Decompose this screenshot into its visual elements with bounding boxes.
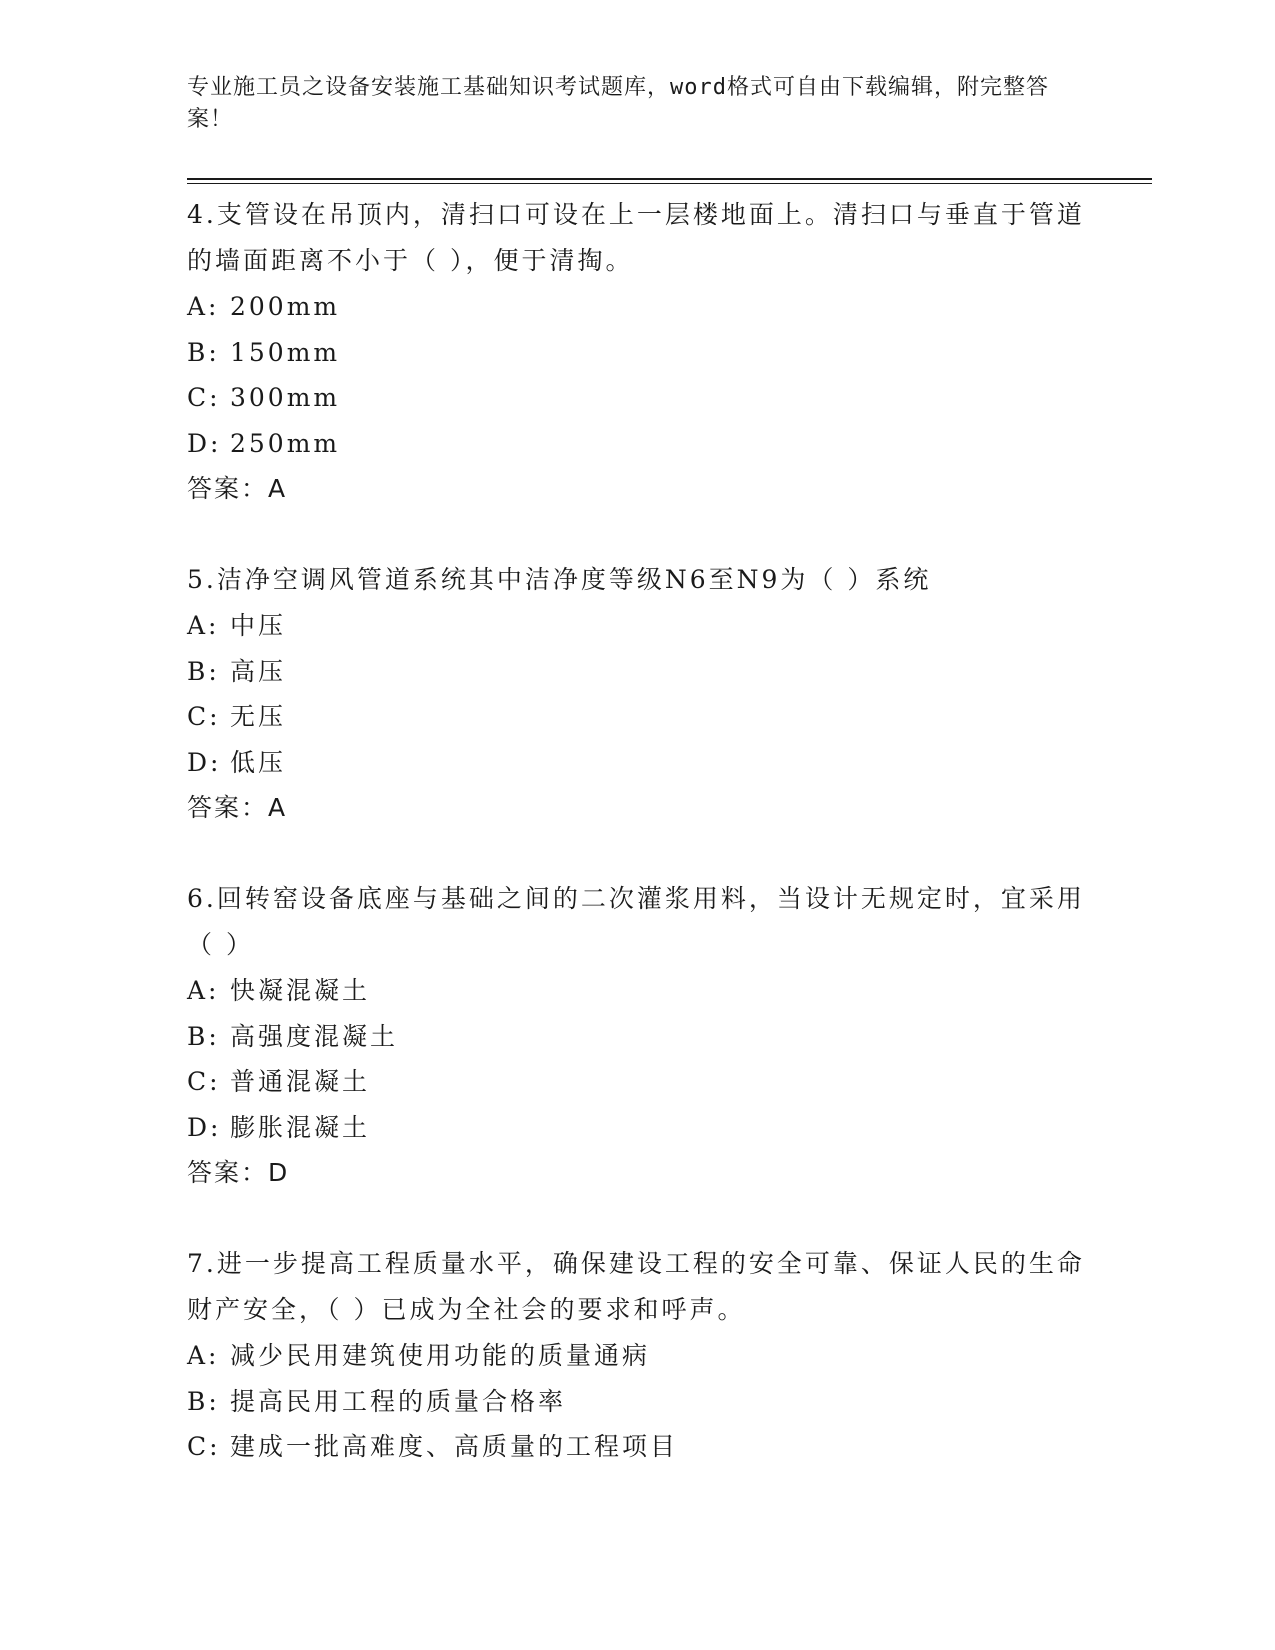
option-text: 中压 [230,611,287,640]
question-list [187,188,1087,1512]
question-item [187,553,1087,830]
option-letter: A: [187,292,220,321]
option-letter: D: [187,747,222,777]
question-option [187,284,1087,330]
option-letter: B: [187,1021,220,1051]
option-letter: C: [187,383,221,412]
question-stem: 6.回转窑设备底座与基础之间的二次灌浆用料，当设计无规定时，宜采用（ ） [187,884,1085,959]
option-letter: B: [187,1386,220,1416]
header-rule-thin [187,183,1152,184]
question-option [187,1379,1087,1425]
option-text: 膨胀混凝土 [230,1112,371,1142]
option-text: 普通混凝土 [230,1067,371,1096]
option-letter: B: [187,337,220,367]
question-option [187,1424,1087,1470]
option-text: 高压 [230,656,287,686]
question-stem: 4.支管设在吊顶内，清扫口可设在上一层楼地面上。清扫口与垂直于管道的墙面距离不小于（ ），便于清掏。 [187,200,1085,275]
option-text: 150mm [230,337,341,367]
question-stem: 5.洁净空调风管道系统其中洁净度等级N6至N9为（ ）系统 [187,565,932,594]
option-text: 无压 [230,702,287,731]
question-option [187,1333,1087,1379]
answer-label: 答案：D [187,1158,290,1187]
question-option [187,649,1087,695]
question-item [187,872,1087,1195]
option-text: 提高民用工程的质量合格率 [230,1386,567,1416]
question-option [187,1014,1087,1060]
option-text: 低压 [230,747,287,777]
answer-label: 答案：A [187,474,288,503]
option-letter: D: [187,428,222,458]
option-letter: B: [187,656,220,686]
answer-label: 答案：A [187,793,288,822]
option-text: 建成一批高难度、高质量的工程项目 [230,1432,679,1461]
option-text: 减少民用建筑使用功能的质量通病 [230,1341,651,1370]
question-option [187,421,1087,467]
option-letter: D: [187,1112,222,1142]
question-option [187,603,1087,649]
question-option [187,375,1087,421]
header-rule-thick [187,178,1152,180]
question-option [187,968,1087,1014]
question-option [187,330,1087,376]
question-option [187,694,1087,740]
question-item [187,1237,1087,1470]
question-option [187,1105,1087,1151]
option-letter: C: [187,1067,221,1096]
option-letter: A: [187,1341,220,1370]
question-option [187,740,1087,786]
option-text: 高强度混凝土 [230,1021,399,1051]
option-letter: C: [187,1432,221,1461]
option-text: 200mm [230,292,341,321]
option-letter: C: [187,702,221,731]
question-stem: 7.进一步提高工程质量水平，确保建设工程的安全可靠、保证人民的生命财产安全，（ ）已成为全社会的要求和呼声。 [187,1249,1085,1324]
option-letter: A: [187,976,220,1005]
option-text: 快凝混凝土 [230,976,371,1005]
option-text: 250mm [230,428,341,458]
question-item [187,188,1087,511]
document-header: 专业施工员之设备安装施工基础知识考试题库，word格式可自由下载编辑，附完整答案！ [187,75,1049,132]
question-option [187,1059,1087,1105]
option-text: 300mm [230,383,341,412]
option-letter: A: [187,611,220,640]
